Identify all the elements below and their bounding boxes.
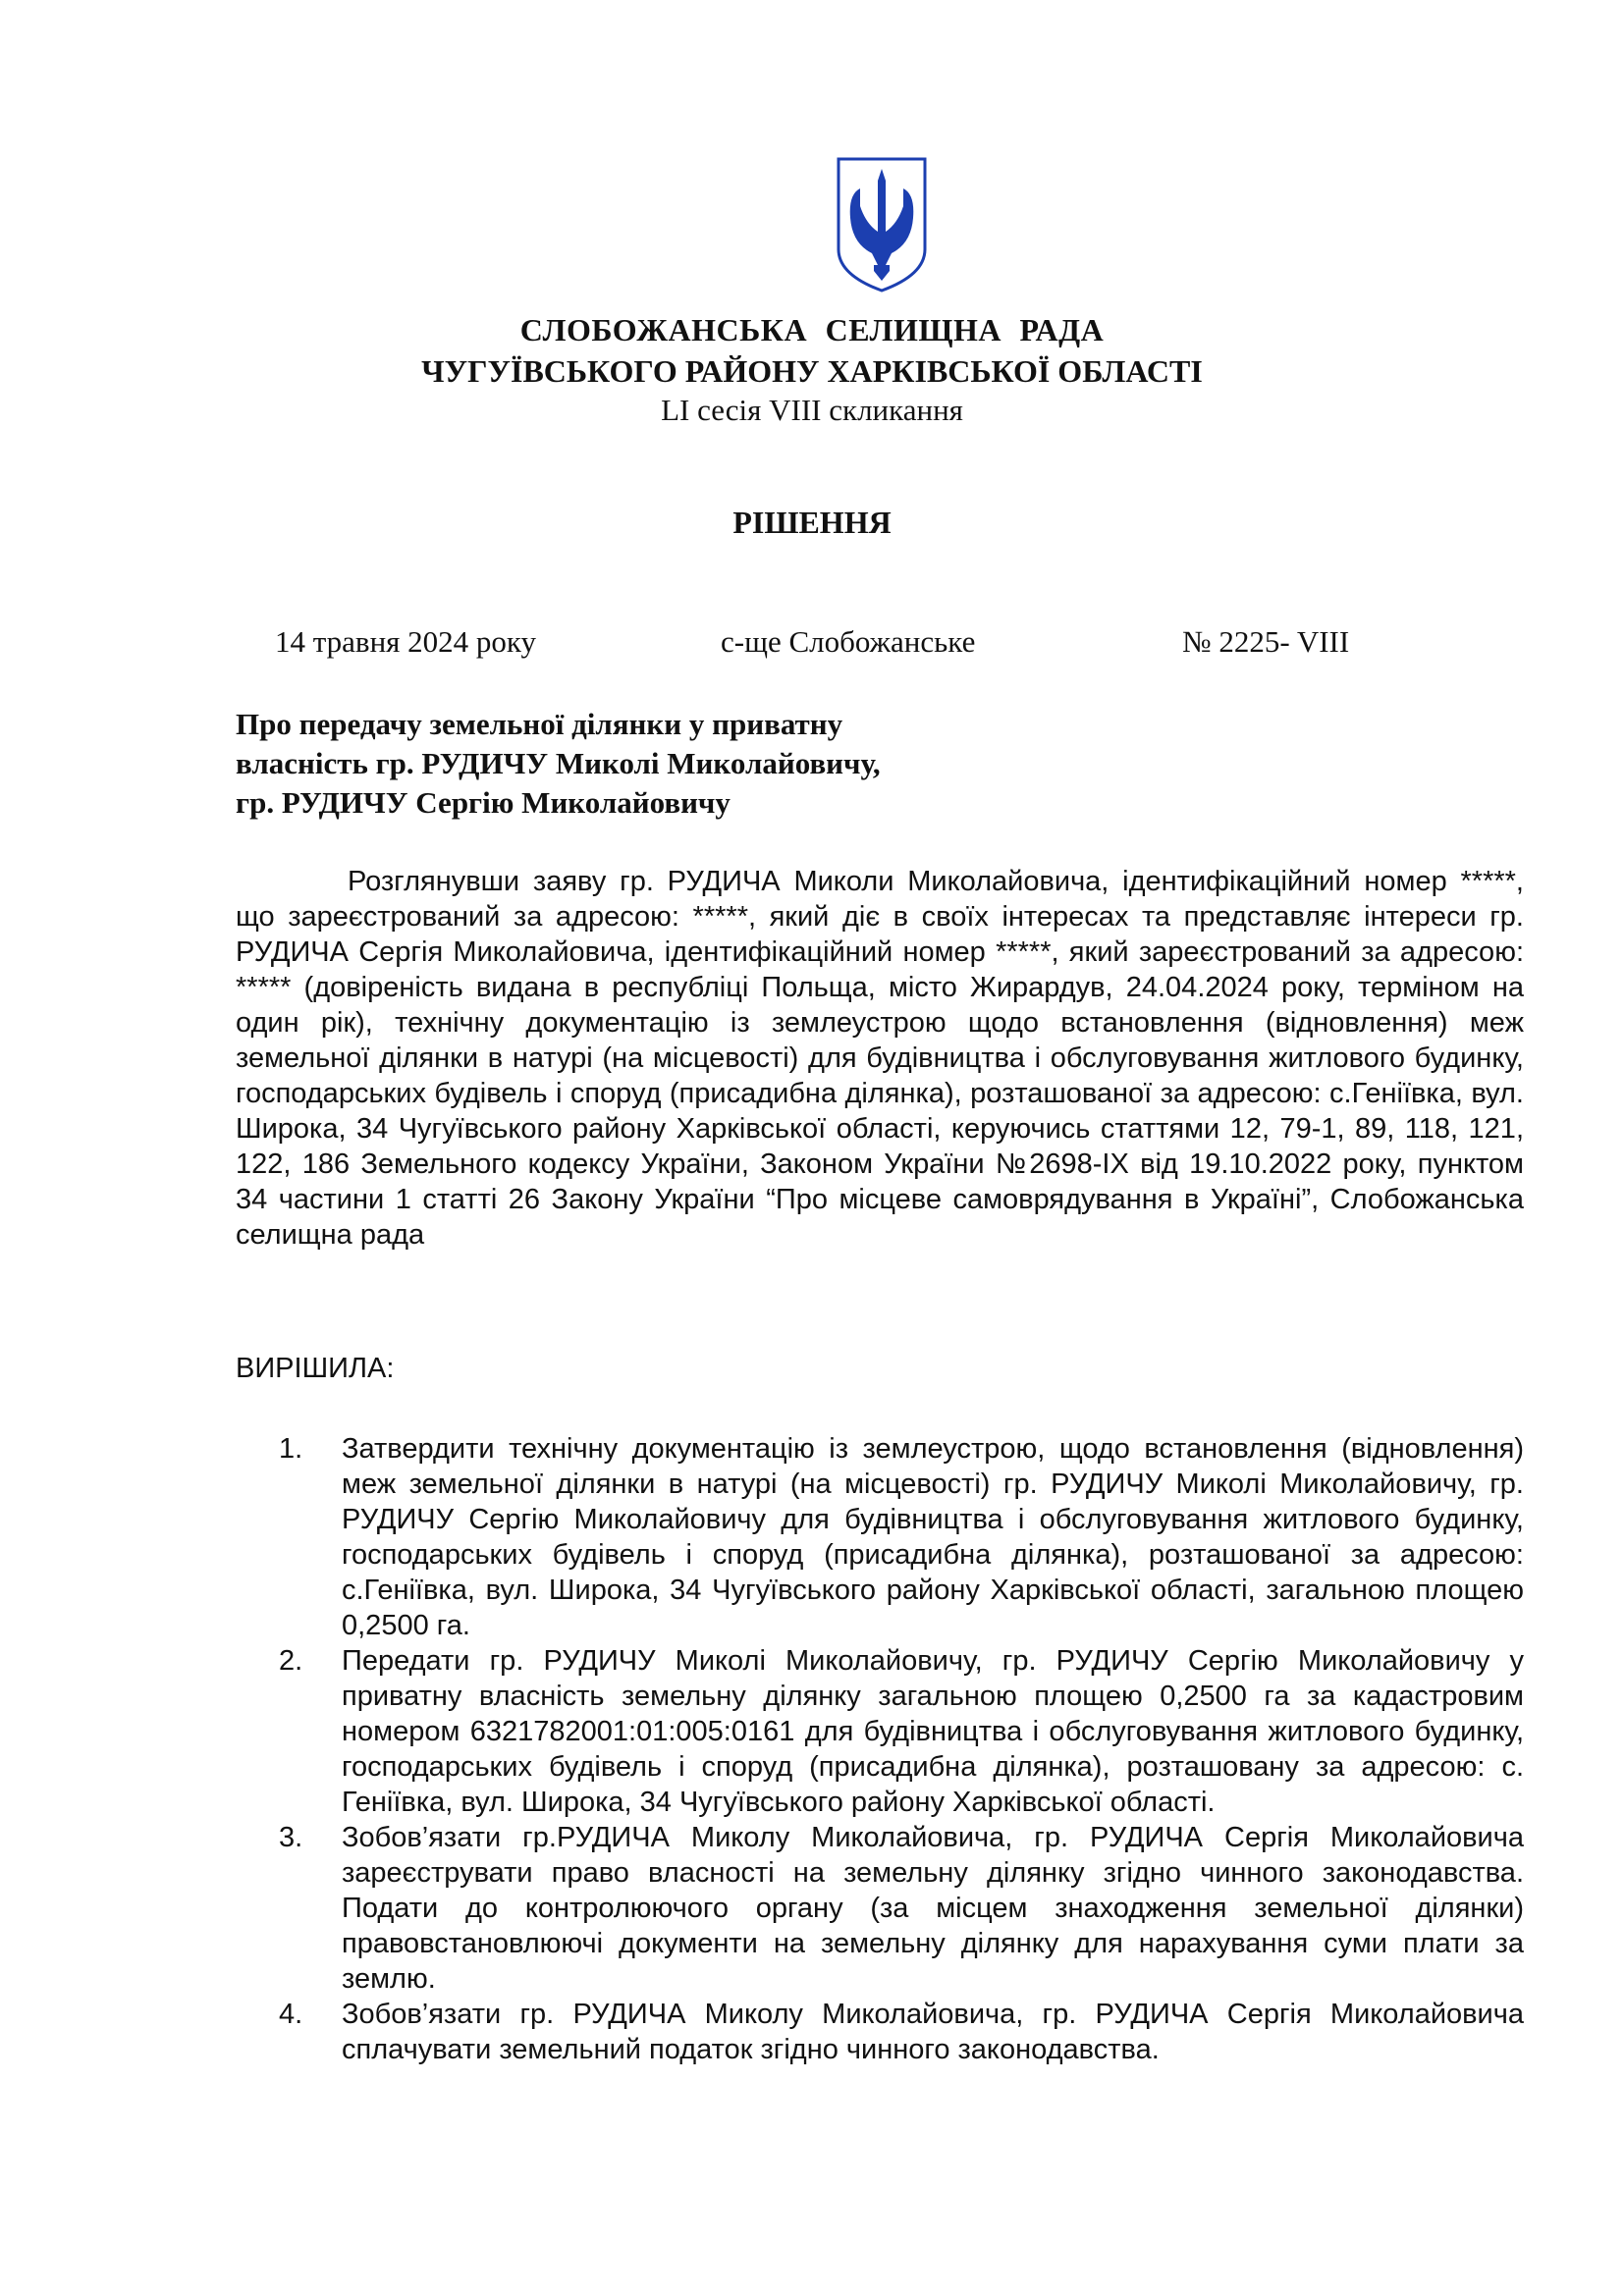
preamble-paragraph: Розглянувши заяву гр. РУДИЧА Миколи Миколайовича, ідентифікаційний номер *****, що зареєстрований за адресою: *****, який діє в своїх інтересах та представляє інтереси гр. РУДИЧА Сергія Миколайовича, ідентифікаційний номер *****, який зареєстрований за адресою: ***** (довіреність видана в республіці Польща, місто Жирардув, 24.04.2024 року, терміном на один рік), технічну документацію із землеустрою щодо встановлення (відновлення) меж земельної ділянки в натурі (на місцевості) для будівництва і обслуговування житлового будинку, господарських будівель і споруд (присадибна ділянка), розташованої за адресою: с.Геніївка, вул. Широка, 34 Чугуївського району Харківської області, керуючись статтями 12, 79-1, 89, 118, 121, 122, 186 Земельного кодексу України, Законом України №2698-IX від 19.10.2022 року, пунктом 34 частини 1 статті 26 Закону України “Про місцеве самоврядування в Україні”, Слобожанська селищна рада — [236, 866, 1524, 1251]
coat-of-arms-icon — [835, 155, 929, 294]
session-label: LI сесія VIII скликання — [661, 393, 963, 427]
item-number: 2. — [279, 1645, 303, 1677]
document-title: РІШЕННЯ — [732, 505, 892, 540]
district-name: ЧУГУЇВСЬКОГО РАЙОНУ ХАРКІВСЬКОЇ ОБЛАСТІ — [421, 353, 1203, 389]
list-item — [236, 1820, 1524, 1997]
item-text: Затвердити технічну документацію із землеустрою, щодо встановлення (відновлення) меж земельної ділянки в натурі (на місцевості) гр. РУДИЧУ Миколі Миколайовичу, гр. РУДИЧУ Сергію Миколайовичу для будівництва і обслуговування житлового будинку, господарських будівель і споруд (присадибна ділянка), розташованої за адресою: с.Геніївка, вул. Широка, 34 Чугуївського району Харківської області, загальною площею 0,2500 га. — [342, 1433, 1524, 1641]
list-item — [236, 1997, 1524, 2067]
item-text: Передати гр. РУДИЧУ Миколі Миколайовичу, гр. РУДИЧУ Сергію Миколайовичу у приватну власність земельну ділянку загальною площею 0,2500 га за кадастровим номером 6321782001:01:005:0161 для будівництва і обслуговування житлового будинку, господарських будівель і споруд (присадибна ділянка), розташовану за адресою: с. Геніївка, вул. Широка, 34 Чугуївського району Харківської області. — [342, 1645, 1524, 1818]
decision-subject — [236, 705, 1119, 823]
list-item — [236, 1431, 1524, 1643]
item-text: Зобов’язати гр. РУДИЧА Миколу Миколайовича, гр. РУДИЧА Сергія Миколайовича сплачувати земельний податок згідно чинного законодавства. — [342, 1999, 1524, 2065]
item-text: Зобов’язати гр.РУДИЧА Миколу Миколайовича, гр. РУДИЧА Сергія Миколайовича зареєструвати право власності на земельну ділянку згідно чинного законодавства. Подати до контролюючого органу (за місцем знаходження земельної ділянки) правовстановлюючі документи на земельну ділянку для нарахування суми плати за землю. — [342, 1822, 1524, 1995]
decision-number: № 2225- VIII — [1182, 624, 1350, 659]
item-number: 1. — [279, 1433, 303, 1465]
subject-line: Про передачу земельної ділянки у приватну — [236, 707, 843, 741]
item-number: 4. — [279, 1999, 303, 2030]
subject-line: власність гр. РУДИЧУ Миколі Миколайовичу, — [236, 746, 881, 780]
decision-place: с-ще Слобожанське — [721, 624, 976, 659]
resolution-list — [236, 1431, 1524, 2067]
decision-date: 14 травня 2024 року — [275, 624, 537, 659]
resolved-label: ВИРІШИЛА: — [236, 1353, 395, 1384]
council-name: СЛОБОЖАНСЬКА СЕЛИЩНА РАДА — [519, 312, 1105, 347]
item-number: 3. — [279, 1822, 303, 1853]
subject-line: гр. РУДИЧУ Сергію Миколайовичу — [236, 785, 731, 820]
list-item — [236, 1643, 1524, 1820]
